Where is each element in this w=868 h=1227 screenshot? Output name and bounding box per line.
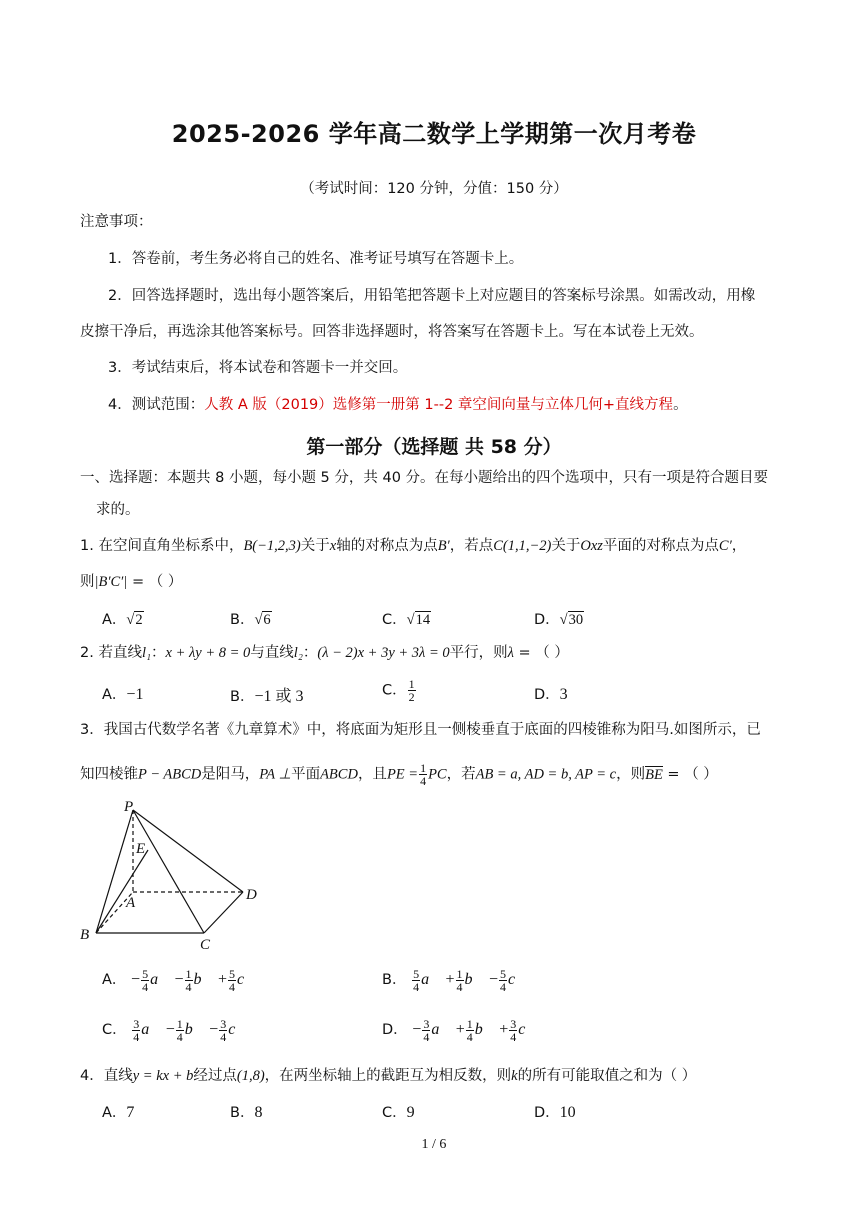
q1-option-b [230,608,272,629]
q4-option-c-label: C． [382,1105,407,1121]
q2-option-b-value: −1 或 3 [254,688,304,705]
q3-pyramid: P − ABCD [138,766,202,783]
q1-c-prime: C′ [718,538,732,554]
q3-text-b: 是阳马， [201,766,260,783]
label-P: P [124,799,134,815]
q3-text-d: ，且 [357,766,387,783]
q3-option-c-label: C． [102,1022,127,1039]
label-C: C [200,937,211,953]
q1-b-prime: B′ [437,538,450,554]
q2-text-c: 平行，则 [449,645,508,661]
label-B: B [80,927,90,943]
q2-option-a [102,683,143,704]
q2-option-c-fraction: $\frac{1}{2}$ [408,677,415,704]
q4-option-b-value: 8 [254,1104,263,1121]
note-item-1: 1．答卷前，考生务必将自己的姓名、准考证号填写在答题卡上。 [108,251,524,267]
q2-text-a: 2. 若直线 [80,645,142,661]
q2-option-c-label: C． [382,682,407,699]
q1-option-a-label: A． [102,612,127,628]
q1-point-c: C(1,1,−2) [493,538,552,554]
q3-text-c: 平面 [291,766,321,783]
part1-intro-line1: 一、选择题：本题共 8 小题，每小题 5 分，共 40 分。在每小题给出的四个选项中，只有一项是符合题目要 [80,470,769,486]
q2-equation-1: x + λy + 8 = 0 [165,645,251,661]
q3-text-f: ，则 [616,766,646,783]
q2-stem [80,643,569,663]
q1-option-c [382,608,431,629]
exam-title: 2025-2026 学年高二数学上学期第一次月考卷 [171,120,697,148]
q2-colon-2: ： [302,645,318,661]
q3-vectors: AB = a, AD = b, AP = c [475,766,617,783]
q1-stem-line2 [80,572,182,592]
q2-answer-blank: = （ ） [513,645,569,661]
q1-option-d [534,608,584,629]
label-D: D [246,887,257,903]
q4-option-d-label: D． [534,1105,560,1121]
q1-text-g: ， [731,538,747,554]
q3-vector-be: BE [645,766,663,783]
q1-text-b: 关于 [300,538,330,554]
note-item-4 [108,395,688,415]
q4-text-b: 经过点 [193,1068,237,1084]
q1-option-a-value: √2 [126,612,143,628]
q3-option-c-expr: $\frac{3}{4}$ a⃗ − $\frac{1}{4}$ b⃗ − $\frac{3}{4}$ c⃗ [133,1017,248,1044]
q2-equation-2: (λ − 2)x + 3y + 3λ = 0 [317,645,450,661]
note-item-2-line2: 皮擦干净后，再选涂其他答案标号。回答非选择题时，将答案写在答题卡上。写在本试卷上无效。 [80,324,704,340]
note-item-2-line1: 2．回答选择题时，选出每小题答案后，用铅笔把答题卡上对应题目的答案标号涂黑。如需改动，用橡 [108,288,756,304]
q3-option-b-label: B． [382,972,407,989]
q4-stem [80,1066,696,1086]
q3-option-a-expr: − $\frac{5}{4}$ a⃗ − $\frac{1}{4}$ b⃗ + $\frac{5}{4}$ c⃗ [131,967,257,994]
q1-option-c-label: C． [382,612,407,628]
q1-text-a: 1. 在空间直角坐标系中， [80,538,244,554]
q1-point-b: B(−1,2,3) [243,538,301,554]
q3-stem-line1: 3．我国古代数学名著《九章算术》中，将底面为矩形且一侧棱垂直于底面的四棱锥称为阳马.如图所示，已 [80,722,761,738]
q2-colon-1: ： [151,645,166,661]
q4-equation: y = kx + b [132,1068,194,1084]
q2-option-d [534,683,568,704]
q2-option-a-label: A． [102,687,127,703]
q1-option-b-label: B． [230,612,255,628]
q4-option-c-value: 9 [406,1104,415,1121]
q4-option-a-value: 7 [126,1104,135,1121]
q4-option-d [534,1101,576,1122]
q4-answer-blank: 的所有可能取值之和为（ ） [517,1068,697,1084]
q2-option-d-value: 3 [559,686,568,703]
q3-perp: PA ⊥ [259,766,292,783]
q2-line-l1: l₁ [141,645,152,661]
q1-x-axis: x [329,538,337,554]
q1-answer-blank: = （ ） [127,574,183,590]
q3-text-e: ，若 [446,766,476,783]
q3-base: ABCD [320,766,358,783]
q4-option-c [382,1101,415,1122]
q4-option-d-value: 10 [559,1104,576,1121]
q2-text-b: 与直线 [250,645,294,661]
q4-point: (1,8) [236,1068,265,1084]
note-item-4-prefix: 4．测试范围： [108,397,205,413]
q4-option-a [102,1101,134,1122]
note-item-4-end: 。 [673,397,688,413]
q1-text-then: 则 [80,574,95,590]
label-E: E [136,841,146,857]
test-range: 人教 A 版（2019）选修第一册第 1--2 章空间向量与立体几何+直线方程 [204,397,674,413]
q2-lambda: λ [507,645,514,661]
q2-line-l2: l₂ [293,645,303,661]
q3-pyramid-figure [76,795,276,955]
q4-k: k [511,1068,518,1084]
q3-answer-blank: = （ ） [662,766,718,783]
q1-stem-line1 [80,536,746,556]
q3-pe: PE = [386,766,419,783]
q3-quarter-fraction: $\frac{1}{4}$ [420,761,427,788]
part1-intro-line2: 求的。 [96,502,140,518]
q1-option-d-value: √30 [559,612,584,628]
q2-option-b-label: B． [230,689,255,705]
q1-distance: |B′C′| [94,574,128,590]
exam-subtitle: （考试时间：120 分钟，分值：150 分） [300,181,568,197]
part1-heading: 第一部分（选择题 共 58 分） [306,436,562,458]
q1-option-b-value: √6 [254,612,271,628]
q4-text-c: ，在两坐标轴上的截距互为相反数，则 [264,1068,512,1084]
q3-stem-line2 [80,762,718,787]
page-number: 1 / 6 [421,1137,447,1152]
q3-option-a-label: A． [102,972,127,989]
q1-text-c: 轴的对称点为点 [336,538,438,554]
q3-option-d-expr: − $\frac{3}{4}$ a⃗ + $\frac{1}{4}$ b⃗ + $\frac{3}{4}$ c⃗ [412,1017,538,1044]
q2-option-c [382,678,417,703]
q2-option-a-value: −1 [126,686,144,703]
q3-option-d [382,1018,538,1043]
q1-text-d: ，若点 [449,538,494,554]
q3-option-d-label: D． [382,1022,408,1039]
q3-option-b [382,968,528,993]
q4-option-a-label: A． [102,1105,127,1121]
note-item-3: 3．考试结束后，将本试卷和答题卡一并交回。 [108,360,408,376]
q3-pc: PC [428,766,447,783]
q4-text-a: 4．直线 [80,1068,133,1084]
q1-option-c-value: √14 [406,612,431,628]
q3-option-a [102,968,257,993]
q1-option-a [102,608,144,629]
q1-text-f: 平面的对称点为点 [602,538,719,554]
q2-option-b [230,683,303,706]
label-A: A [126,895,136,911]
notes-heading: 注意事项： [80,214,153,230]
q3-option-b-expr: $\frac{5}{4}$ a⃗ + $\frac{1}{4}$ b⃗ − $\frac{5}{4}$ c⃗ [413,967,528,994]
q1-option-d-label: D． [534,612,560,628]
q4-option-b-label: B． [230,1105,255,1121]
q2-option-d-label: D． [534,687,560,703]
q1-plane: Oxz [580,538,603,554]
q4-option-b [230,1101,262,1122]
q3-text-a: 知四棱锥 [80,766,138,783]
q1-text-e: 关于 [551,538,581,554]
q3-option-c [102,1018,248,1043]
